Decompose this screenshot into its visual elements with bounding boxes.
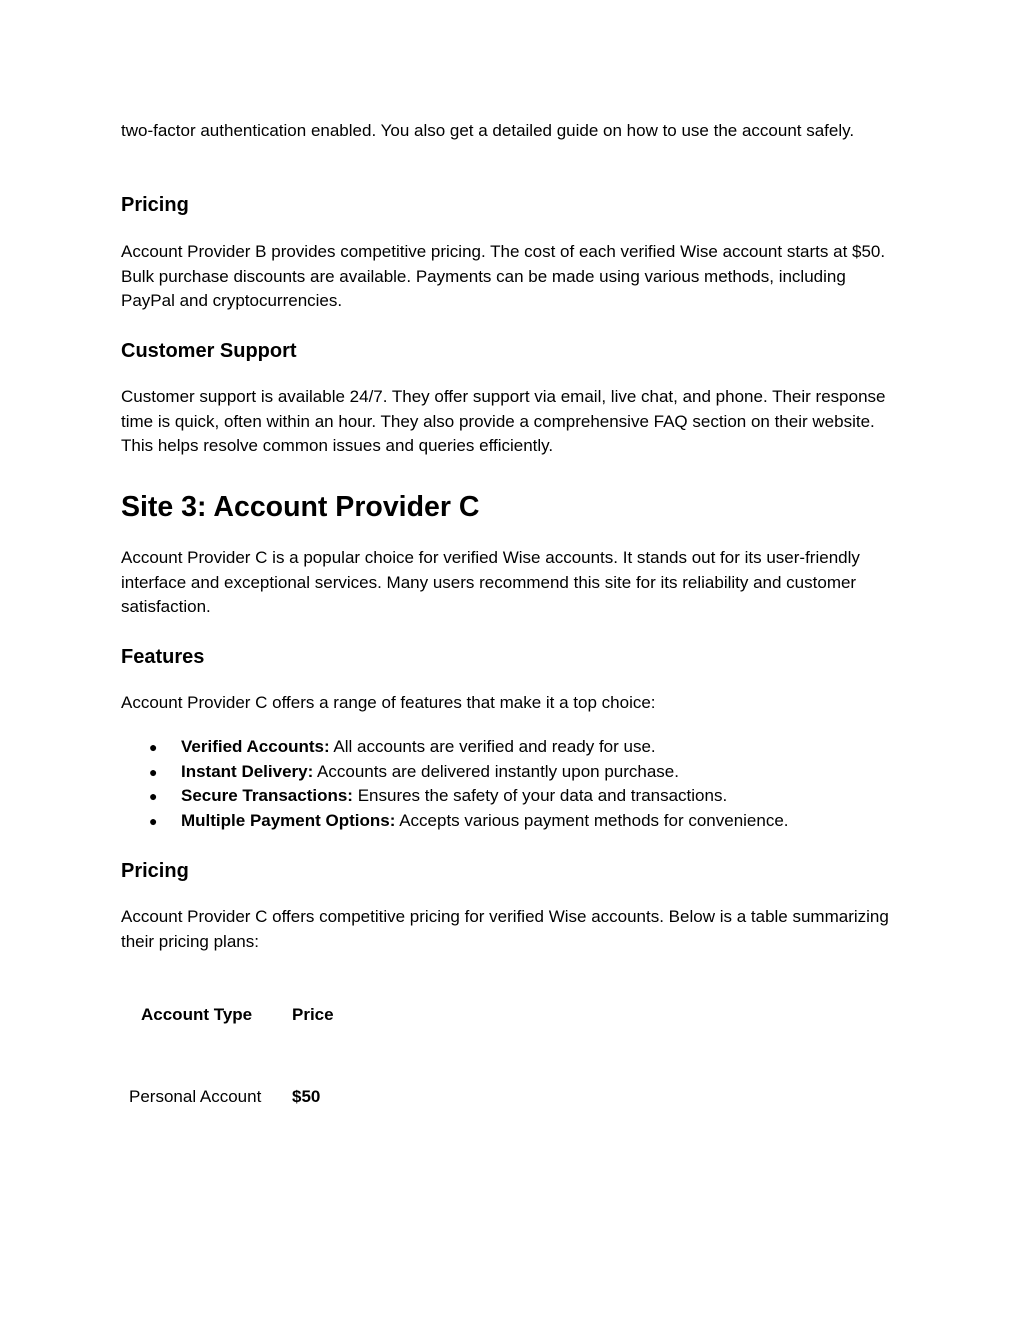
feature-text: Accepts various payment methods for convenience. [395,810,789,830]
table-cell-price: $50 [292,1087,321,1106]
bullet-icon: ● [149,788,158,804]
provider-c-features-heading: Features [121,646,205,668]
table-cell-account-type: Personal Account [129,1087,262,1106]
provider-c-pricing-heading: Pricing [121,860,189,882]
feature-label: Instant Delivery: [181,761,314,781]
provider-c-intro-paragraph: Account Provider C is a popular choice for verified Wise accounts. It stands out for its user-friendly interface and exceptional services. Many users recommend this site for its reliability and customer satisfaction. [121,548,860,616]
provider-c-features-intro: Account Provider C offers a range of features that make it a top choice: [121,693,656,712]
feature-text: Ensures the safety of your data and transactions. [352,786,728,805]
bullet-icon: ● [149,739,158,755]
bullet-icon: ● [149,763,158,780]
feature-text: All accounts are verified and ready for use. [329,737,656,756]
list-item [121,760,789,785]
provider-c-section-heading: Site 3: Account Provider C [121,491,480,523]
table-header-price: Price [292,1005,334,1024]
feature-label: Verified Accounts: [181,737,330,756]
provider-c-pricing-paragraph: Account Provider C offers competitive pricing for verified Wise accounts. Below is a table summarizing their pricing plans: [121,907,889,951]
bullet-icon: ● [149,812,158,829]
intro-continuation-paragraph: two-factor authentication enabled. You also get a detailed guide on how to use the account safely. [121,121,855,140]
feature-label: Secure Transactions: [181,786,353,805]
provider-b-pricing-heading: Pricing [121,194,189,216]
feature-label: Multiple Payment Options: [181,810,396,830]
provider-b-support-heading: Customer Support [121,340,297,362]
list-item [121,784,789,809]
list-item [121,735,789,760]
provider-b-pricing-paragraph: Account Provider B provides competitive pricing. The cost of each verified Wise account starts at $50. Bulk purchase discounts are available. Payments can be made using various methods, including PayPal and cryptocurrencies. [121,242,886,310]
provider-b-support-paragraph: Customer support is available 24/7. They offer support via email, live chat, and phone. Their response time is quick, often within an hour. They also provide a comprehensive FAQ section on their website. This helps resolve common issues and queries efficiently. [121,387,886,455]
table-header-account-type: Account Type [141,1005,253,1024]
feature-text: Accounts are delivered instantly upon purchase. [313,761,679,781]
list-item [121,809,789,834]
features-list [121,735,789,833]
